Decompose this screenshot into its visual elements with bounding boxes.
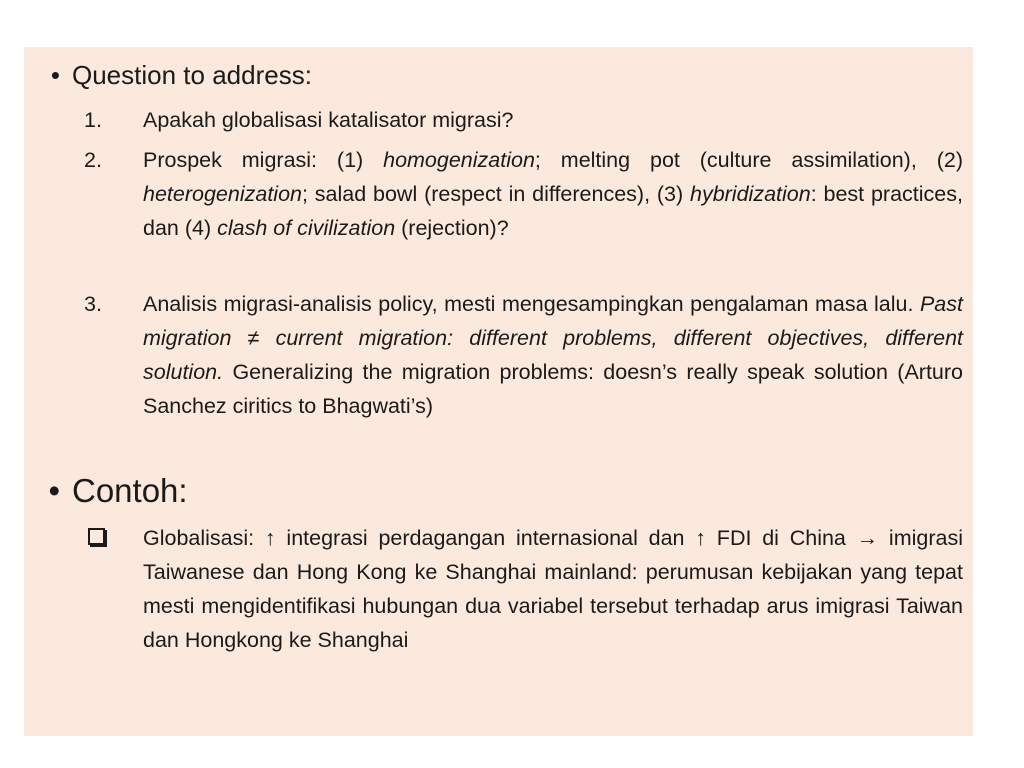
bullet-icon: • [50,60,60,90]
item-text [143,103,963,137]
text-segment: : best practices, dan (4) [143,182,963,240]
text-segment-italic: Past migration ≠ current migration: different problems, different objectives, different solution. [143,292,963,384]
question-label: Question to address: [72,60,312,90]
item-text [143,143,963,245]
bullet-icon: • [48,472,60,509]
item-marker [24,521,143,657]
item-number: 3. [84,292,102,316]
list-item-2 [24,143,973,245]
list-item-3 [24,287,973,423]
contoh-heading [24,471,973,511]
item-text [143,287,963,423]
slide-content [24,47,973,736]
text-segment-italic: clash of civilization [217,216,396,240]
contoh-item-1 [24,521,973,657]
text-segment: Analisis migrasi-analisis policy, mesti mengesampingkan pengalaman masa lalu. [143,292,920,316]
text-segment-italic: homogenization [383,148,535,172]
text-segment: Generalizing the migration problems: doesn’s really speak solution (Arturo Sanchez ciritics to Bhagwati’s) [143,360,963,418]
text-segment: Globalisasi: ↑ integrasi perdagangan internasional dan ↑ FDI di China → imigrasi Taiwanese dan Hong Kong ke Shanghai mainland: perumusan kebijakan yang tepat mesti mengidentifikasi hubungan dua variabel tersebut terhadap arus imigrasi Taiwan dan Hongkong ke Shanghai [143,526,963,652]
item-number: 1. [84,108,102,132]
list-item-1 [24,103,973,137]
text-segment: Apakah globalisasi katalisator migrasi? [143,108,514,132]
text-segment: ; melting pot (culture assimilation), (2) [534,148,963,172]
question-heading [24,59,973,91]
text-segment: (rejection)? [395,216,509,240]
checkbox-icon [88,528,105,545]
item-number: 2. [84,148,102,172]
text-segment: Prospek migrasi: (1) [143,148,384,172]
text-segment: ; salad bowl (respect in differences), (3) [301,182,690,206]
text-segment-italic: hybridization [689,182,811,206]
text-segment-italic: heterogenization [143,182,302,206]
contoh-label: Contoh: [72,472,188,509]
item-text [143,521,963,657]
